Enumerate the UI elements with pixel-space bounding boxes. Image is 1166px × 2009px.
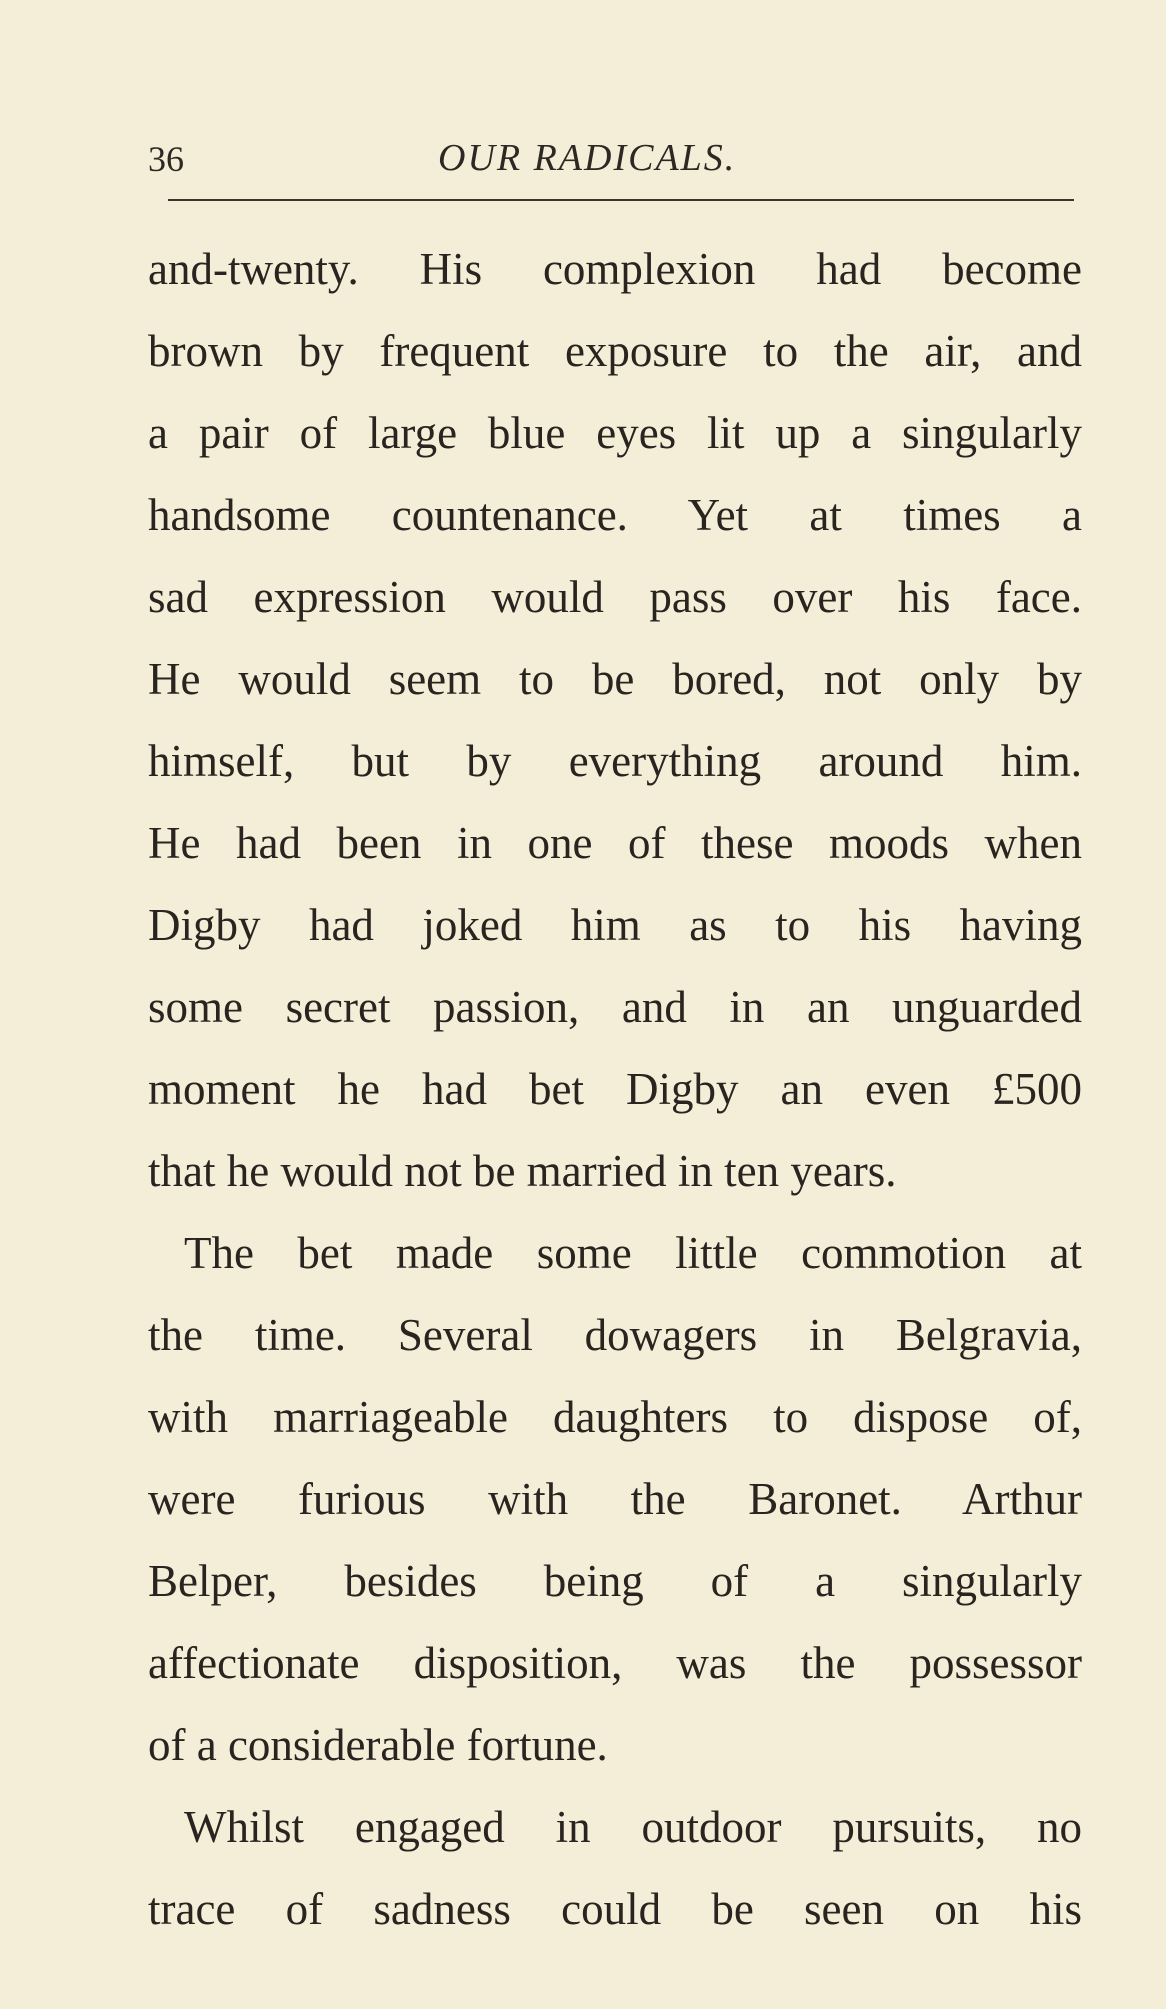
text-line: He had been in one of these moods when <box>148 818 1082 868</box>
text-line: with marriageable daughters to dispose of, <box>148 1392 1082 1442</box>
text-line: He would seem to be bored, not only by <box>148 654 1082 704</box>
text-line: himself, but by everything around him. <box>148 736 1082 786</box>
text-line: were furious with the Baronet. Arthur <box>148 1474 1082 1524</box>
text-line: The bet made some little commotion at <box>184 1228 1082 1278</box>
text-line: Belper, besides being of a singularly <box>148 1556 1082 1606</box>
body-text <box>148 228 1082 1950</box>
page-number: 36 <box>148 139 184 179</box>
text-line: the time. Several dowagers in Belgravia, <box>148 1310 1082 1360</box>
text-line: some secret passion, and in an unguarded <box>148 982 1082 1032</box>
text-line: and-twenty. His complexion had become <box>148 244 1082 294</box>
text-line: Digby had joked him as to his having <box>148 900 1082 950</box>
text-line: Whilst engaged in outdoor pursuits, no <box>184 1802 1082 1852</box>
text-line: moment he had bet Digby an even £500 <box>148 1064 1082 1114</box>
text-line: sad expression would pass over his face. <box>148 572 1082 622</box>
text-line: of a considerable fortune. <box>148 1720 608 1770</box>
text-line: a pair of large blue eyes lit up a singularly <box>148 408 1082 458</box>
running-head: OUR RADICALS. <box>438 137 737 179</box>
text-line: handsome countenance. Yet at times a <box>148 490 1082 540</box>
text-line: that he would not be married in ten years. <box>148 1146 897 1196</box>
page-header <box>148 130 1072 190</box>
header-rule <box>168 199 1074 201</box>
text-line: trace of sadness could be seen on his <box>148 1884 1082 1934</box>
text-line: brown by frequent exposure to the air, and <box>148 326 1082 376</box>
text-line: affectionate disposition, was the possessor <box>148 1638 1082 1688</box>
